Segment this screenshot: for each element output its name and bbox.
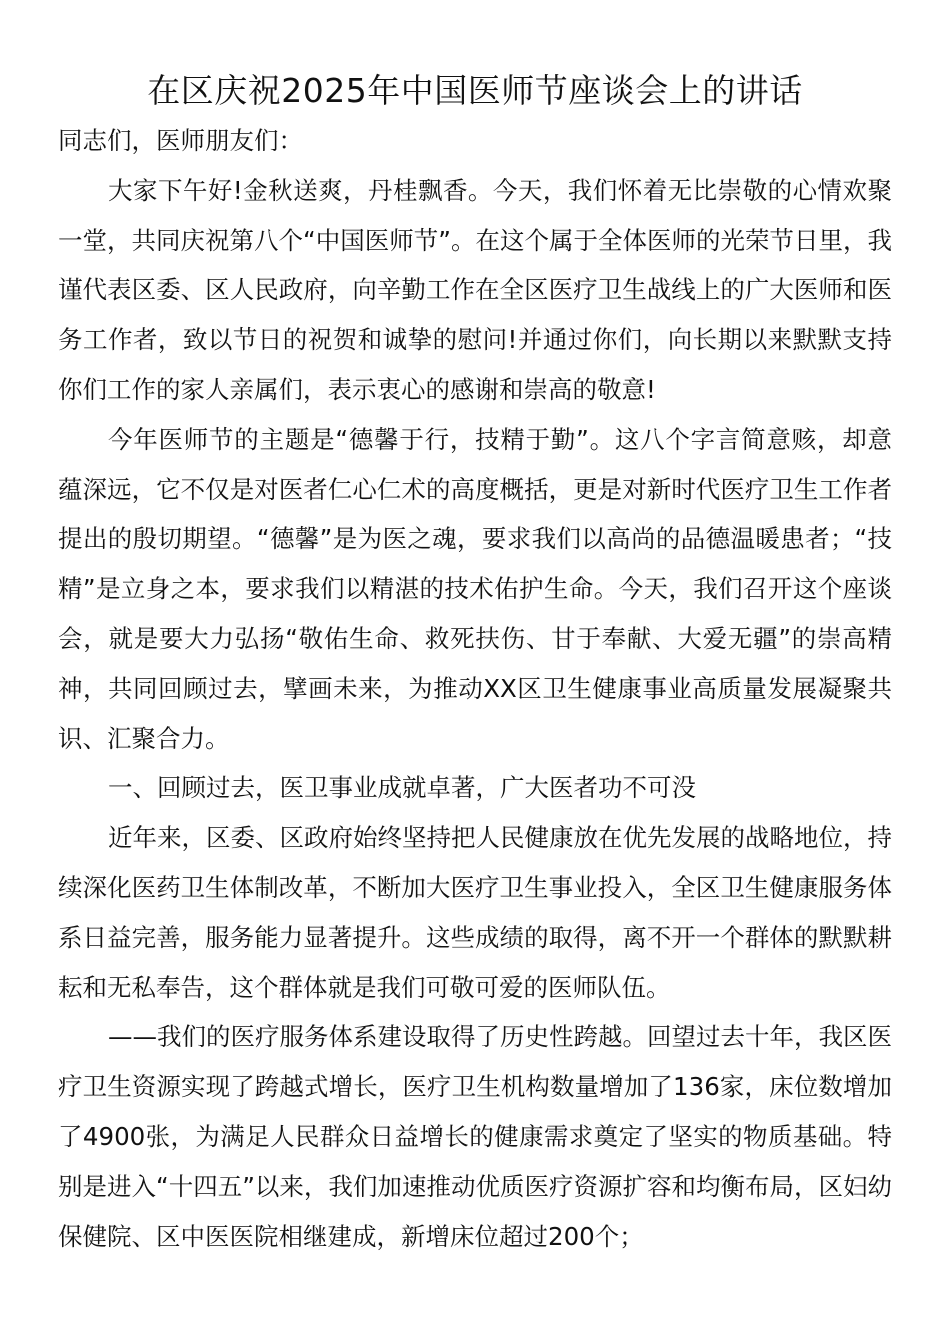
- paragraph-achievements: 近年来，区委、区政府始终坚持把人民健康放在优先发展的战略地位，持续深化医药卫生体制改革，不断加大医疗卫生事业投入，全区卫生健康服务体系日益完善，服务能力显著提升。这些成绩的取得，离不开一个群体的默默耕耘和无私奉告，这个群体就是我们可敬可爱的医师队伍。: [58, 823, 892, 1002]
- page-title: 在区庆祝2025年中国医师节座谈会上的讲话: [147, 71, 803, 110]
- document-body: [58, 116, 892, 1261]
- paragraph-theme: 今年医师节的主题是“德馨于行，技精于勤”。这八个字言简意赅，却意蕴深远，它不仅是对医者仁心仁术的高度概括，更是对新时代医疗卫生工作者提出的殷切期望。“德馨”是为医之魂，要求我们以高尚的品德温暖患者；“技精”是立身之本，要求我们以精湛的技术佑护生命。今天，我们召开这个座谈会，就是要大力弘扬“敬佑生命、救死扶伤、甘于奉献、大爱无疆”的崇高精神，共同回顾过去，擘画未来，为推动XX区卫生健康事业高质量发展凝聚共识、汇聚合力。: [58, 424, 892, 753]
- section-heading-1: 一、回顾过去，医卫事业成就卓著，广大医者功不可没: [108, 773, 696, 803]
- paragraph-service-system: ——我们的医疗服务体系建设取得了历史性跨越。回望过去十年，我区医疗卫生资源实现了跨越式增长，医疗卫生机构数量增加了136家，床位数增加了4900张，为满足人民群众日益增长的健康需求奠定了坚实的物质基础。特别是进入“十四五”以来，我们加速推动优质医疗资源扩容和均衡布局，区妇幼保健院、区中医医院相继建成，新增床位超过200个；: [58, 1022, 892, 1251]
- salutation: 同志们，医师朋友们：: [58, 126, 303, 155]
- paragraph-greeting: 大家下午好!金秋送爽，丹桂飘香。今天，我们怀着无比崇敬的心情欢聚一堂，共同庆祝第八个“中国医师节”。在这个属于全体医师的光荣节日里，我谨代表区委、区人民政府，向辛勤工作在全区医疗卫生战线上的广大医师和医务工作者，致以节日的祝贺和诚挚的慰问!并通过你们，向长期以来默默支持你们工作的家人亲属们，表示衷心的感谢和崇高的敬意!: [58, 175, 892, 404]
